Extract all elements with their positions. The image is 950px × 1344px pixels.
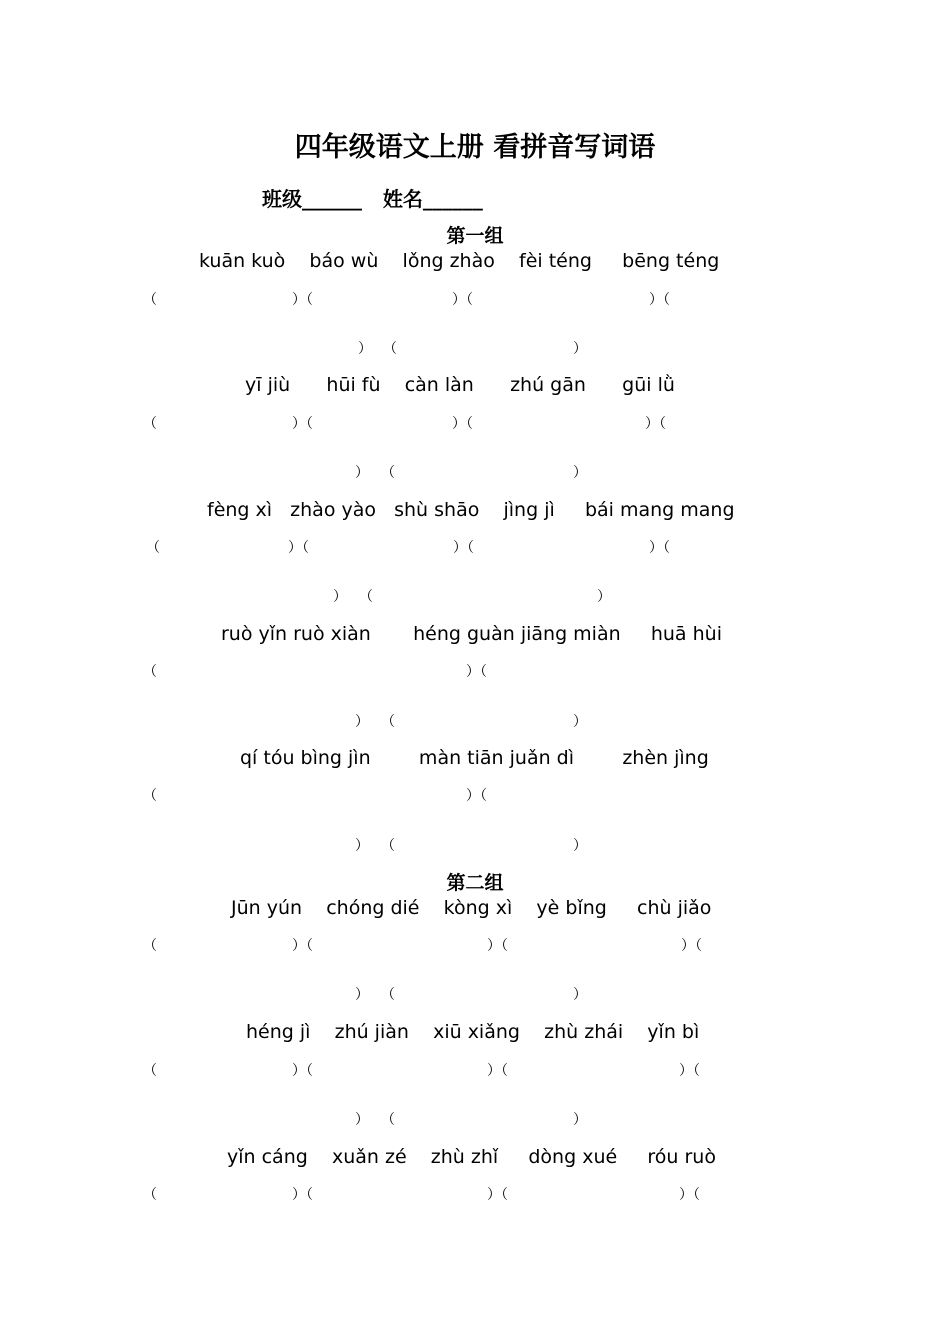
paren-open: （ bbox=[143, 1187, 157, 1203]
paren-open: （ bbox=[143, 664, 157, 680]
paren-pair: ）（ bbox=[649, 292, 670, 308]
class-name-line: 班级______ 姓名______ bbox=[262, 187, 483, 211]
paren-pair: ）（ bbox=[487, 1187, 508, 1203]
pinyin-row-7: héng jì zhú jiàn xiū xiǎng zhù zhái yǐn bì bbox=[246, 1021, 700, 1043]
paren-close: ） bbox=[597, 589, 611, 605]
paren-close: ） bbox=[333, 589, 347, 605]
paren-open: （ bbox=[381, 465, 395, 481]
paren-pair: ）（ bbox=[292, 1187, 313, 1203]
pinyin-row-3: fèng xì zhào yào shù shāo jìng jì bái mang mang bbox=[207, 499, 735, 521]
paren-pair: ）（ bbox=[288, 540, 309, 556]
pinyin-row-1: kuān kuò báo wù lǒng zhào fèi téng bēng téng bbox=[199, 250, 720, 272]
paren-pair: ）（ bbox=[645, 416, 666, 432]
paren-pair: ）（ bbox=[452, 292, 473, 308]
paren-close: ） bbox=[573, 1112, 587, 1128]
paren-close: ） bbox=[573, 838, 587, 854]
paren-open: （ bbox=[146, 540, 160, 556]
paren-open: （ bbox=[143, 416, 157, 432]
paren-close: ） bbox=[355, 714, 369, 730]
paren-close: ） bbox=[573, 714, 587, 730]
pinyin-row-8: yǐn cáng xuǎn zé zhù zhǐ dòng xué róu ruò bbox=[227, 1146, 716, 1168]
pinyin-row-2: yī jiù hūi fù càn làn zhú gān gūi lǜ bbox=[245, 374, 675, 396]
paren-pair: ）（ bbox=[292, 416, 313, 432]
paren-pair: ）（ bbox=[292, 1063, 313, 1079]
paren-pair: ）（ bbox=[487, 1063, 508, 1079]
paren-pair: ）（ bbox=[487, 938, 508, 954]
paren-pair: ）（ bbox=[679, 1063, 700, 1079]
paren-close: ） bbox=[573, 465, 587, 481]
paren-open: （ bbox=[381, 714, 395, 730]
paren-close: ） bbox=[358, 341, 372, 357]
paren-close: ） bbox=[573, 987, 587, 1003]
paren-pair: ）（ bbox=[649, 540, 670, 556]
pinyin-row-4: ruò yǐn ruò xiàn héng guàn jiāng miàn huā hùi bbox=[221, 623, 722, 645]
paren-pair: ）（ bbox=[679, 1187, 700, 1203]
paren-open: （ bbox=[143, 938, 157, 954]
paren-pair: ）（ bbox=[466, 664, 487, 680]
paren-open: （ bbox=[143, 788, 157, 804]
paren-close: ） bbox=[355, 987, 369, 1003]
paren-close: ） bbox=[355, 838, 369, 854]
pinyin-row-6: Jūn yún chóng dié kòng xì yè bǐng chù jiǎo bbox=[231, 897, 712, 919]
paren-open: （ bbox=[381, 1112, 395, 1128]
paren-pair: ）（ bbox=[292, 938, 313, 954]
paren-close: ） bbox=[355, 1112, 369, 1128]
paren-open: （ bbox=[143, 292, 157, 308]
paren-pair: ）（ bbox=[681, 938, 702, 954]
group-heading-1: 第一组 bbox=[446, 225, 504, 247]
paren-open: （ bbox=[143, 1063, 157, 1079]
paren-pair: ）（ bbox=[452, 416, 473, 432]
paren-open: （ bbox=[359, 589, 373, 605]
paren-pair: ）（ bbox=[466, 788, 487, 804]
paren-close: ） bbox=[573, 341, 587, 357]
paren-open: （ bbox=[383, 341, 397, 357]
paren-pair: ）（ bbox=[292, 292, 313, 308]
group-heading-2: 第二组 bbox=[446, 872, 504, 894]
paren-pair: ）（ bbox=[453, 540, 474, 556]
pinyin-row-5: qí tóu bìng jìn màn tiān juǎn dì zhèn jìng bbox=[240, 747, 709, 769]
paren-close: ） bbox=[355, 465, 369, 481]
paren-open: （ bbox=[381, 987, 395, 1003]
page-title: 四年级语文上册 看拼音写词语 bbox=[294, 132, 656, 163]
paren-open: （ bbox=[381, 838, 395, 854]
